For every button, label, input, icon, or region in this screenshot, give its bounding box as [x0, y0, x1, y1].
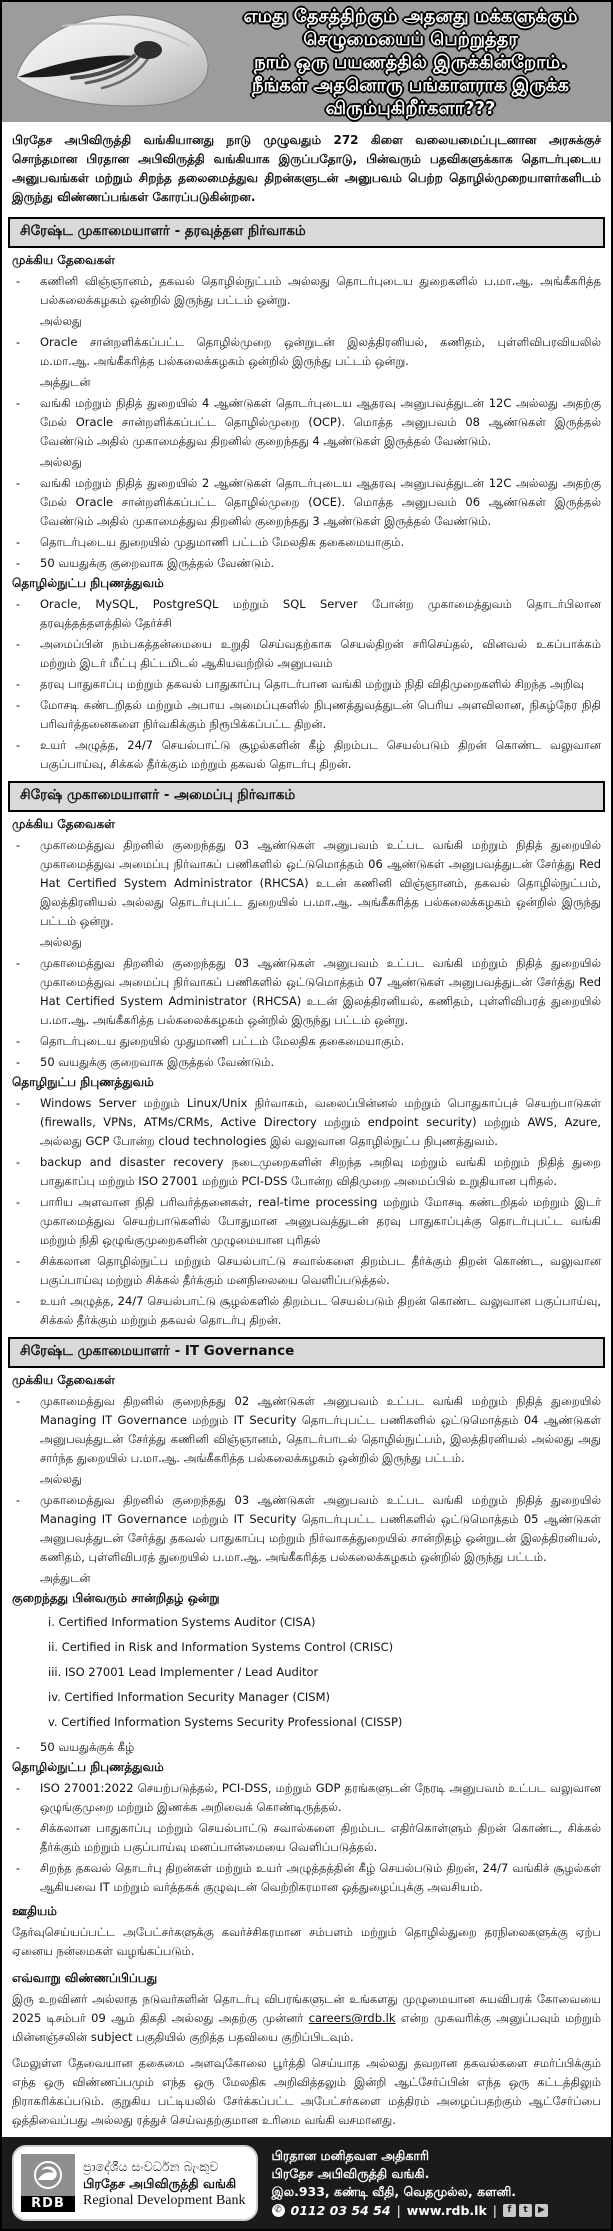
section-title: சிரேஷ்ட முகாமையாளர் - தரவுத்தள நிர்வாகம்	[8, 217, 605, 248]
bullet-item: - அமைப்பின் நம்பகத்தன்மையை உறுதி செய்வதற்காக செயல்திறன் சரிசெய்தல், வினவல் உகப்பாக்கம் மற்றும் இடர் மீட்பு திட்டமிடல் ஆகியவற்றில் அனுபவம்	[12, 635, 601, 673]
website-link[interactable]: www.rdb.lk	[406, 2202, 487, 2218]
headline-line: செழுமையைப் பெற்றுத்தர	[303, 28, 518, 50]
salary-heading: ஊதியம்	[12, 1904, 57, 1918]
bullet-item: - வங்கி மற்றும் நிதித் துறையில் 4 ஆண்டுகள் தொடர்புடைய ஆதரவு அனுபவத்துடன் 12C அல்லது அதற்கு மேல் Oracle சான்றளிக்கப்பட்ட தொழில்முறை (OCP). மொத்த அனுபவம் 08 ஆண்டுகள் இருத்தல் வேண்டும் அதில் முகாமைத்துவ திறனில் குறைந்தது 4 ஆண்டுகள் இருத்தல் வேண்டும்.	[12, 394, 601, 451]
connector-word: அல்லது	[40, 935, 82, 949]
section-title: சிரேஷ் முகாமையாளர் - அமைப்பு நிர்வாகம்	[8, 781, 605, 812]
bullet-item: - Oracle, MySQL, PostgreSQL மற்றும் SQL Server போன்ற முகாமைத்துவம் தொடர்பிலான தரவுத்தத்தளத்தில் தேர்ச்சி	[12, 595, 601, 633]
apply-disclaimer: மேலுள்ள தேவையான தகைமை அளவுகோலை பூர்த்தி செய்யாத அல்லது தவறான தகவல்களை சமர்ப்பிக்கும் எந்த ஒரு விண்ணப்பமும் எந்த ஒரு மேலதிக அறிவித்தலும் இன்றி ஆட்சேர்ப்பின் எந்த ஒரு கட்டத்திலும் நிராகரிக்கப்படும். குறுகிய பட்டியலில் சேர்க்கப்பட்ட அபேட்சர்களை மத்திரம் அழைப்பதற்கும் ஆட்சேர்ப்பை ஒத்திவைப்பது அல்லது ரத்துச் செய்வதற்குமான உரிமை வங்கி வசமானது.	[12, 2056, 601, 2127]
apply-block	[2, 1968, 611, 2137]
divider: |	[396, 2202, 401, 2218]
conch-shell-image	[2, 6, 220, 118]
bullet-item: - உயர் அழுத்த, 24/7 செயல்பாட்டு சூழல்களின் கீழ் திறம்பட செயல்படும் திறன் கொண்ட வலுவான பகுப்பாய்வு, சிக்கல் தீர்க்கும் மற்றும் தகவல் தொடர்பு திறன்.	[12, 736, 601, 774]
connector-word: அல்லது	[40, 1472, 82, 1486]
rdb-abbr: RDB	[21, 2196, 75, 2212]
salary-block	[2, 1901, 611, 1968]
subsection-heading: முக்கிய தேவைகள்	[12, 817, 115, 831]
contact-bank: பிரதேச அபிவிருத்தி வங்கி.	[271, 2165, 430, 2181]
bullet-item: - ISO 27001:2022 செயற்படுத்தல், PCI-DSS, மற்றும் GDP தரங்களுடன் நேரடி அனுபவம் உட்பட வலுவான ஒழுங்குமுறை மற்றும் இணக்க அறிவைக் கொண்டிருத்தல்.	[12, 1779, 601, 1817]
section-body	[2, 817, 611, 1334]
subsection-heading: தொழிநுட்ப நிபுணத்துவம்	[12, 1075, 154, 1089]
section-body	[2, 253, 611, 778]
bullet-item: - backup and disaster recovery நடைமுறைகளின் சிறந்த அறிவு மற்றும் வங்கி மற்றும் நிதித் துறை பாதுகாப்பு மற்றும் ISO 27001 மற்றும் PCI-DSS போன்ற விதிமுறை அமைப்பில் உறுதியான புரிதல்.	[12, 1153, 601, 1191]
salary-text: தேர்வுசெய்யப்பட்ட அபேட்சர்களுக்கு கவர்ச்சிகரமான சம்பளம் மற்றும் தொழில்துறை தரநிலைகளுக்கு ஏற்ப ஏனைய நன்மைகள் வழங்கப்படும்.	[12, 1925, 601, 1958]
certificate-item: iv. Certified Information Security Manager (CISM)	[48, 1690, 331, 1704]
section-body	[2, 1373, 611, 1901]
bullet-item: - முகாமைத்துவ திறனில் குறைந்தது 03 ஆண்டுகள் அனுபவம் உட்பட வங்கி மற்றும் நிதித் துறையில் Managing IT Governance மற்றும் IT Security தொடர்புபட்ட பணிகளில் ஒட்டுமொத்தம் 05 ஆண்டுகள் அனுபவத்துடன் சேர்த்து தகவல் பாதுகாப்பு மற்றும் நிர்வாகத்துறையில் சான்றிதழ் ஒன்றுடன் இலத்திரனியல், கணிதம், புள்ளிவிபரத் துறையில் ப.மா.ஆ. அங்கீகரித்த பல்கலைக்கழகம் ஒன்றில் இருந்து பட்டம்.	[12, 1491, 601, 1567]
bank-name-english: Regional Development Bank	[83, 2192, 246, 2208]
bullet-item: - 50 வயதுக்கு குறைவாக இருத்தல் வேண்டும்.	[12, 554, 601, 573]
bullet-item: - தரவு பாதுகாப்பு மற்றும் தகவல் பாதுகாப்பு தொடர்பான வங்கி மற்றும் நிதி விதிமுறைகளில் சிறந்த அறிவு	[12, 675, 601, 694]
certificate-item: iii. ISO 27001 Lead Implementer / Lead Auditor	[48, 1665, 319, 1679]
phone-icon: ✆	[272, 2204, 285, 2217]
social-icons	[503, 2204, 548, 2217]
apply-instructions	[12, 1990, 601, 2047]
job-section	[2, 1337, 611, 1901]
headline-line: விரும்புகிறீர்களா???	[325, 97, 496, 119]
swan-icon	[21, 2154, 75, 2196]
headline-line: நாம் ஒரு பயணத்தில் இருக்கின்றோம்.	[254, 51, 567, 73]
job-sections	[2, 214, 611, 1901]
contact-address: இல.933, கண்டி வீதி, வெதமுல்ல, களனி.	[271, 2183, 517, 2199]
bullet-item: - வங்கி மற்றும் நிதித் துறையில் 2 ஆண்டுகள் தொடர்புடைய ஆதரவு அனுபவத்துடன் 12C அல்லது அதற்கு மேல் Oracle சான்றளிக்கப்பட்ட தொழில்முறை (OCE). மொத்த அனுபவம் 06 ஆண்டுகள் இருத்தல் வேண்டும் அதில் முகாமைத்துவ திறனில் குறைந்தது 3 ஆண்டுகள் இருத்தல் வேண்டும்.	[12, 474, 601, 531]
bullet-item: - தொடர்புடைய துறையில் முதுமாணி பட்டம் மேலதிக தகைமையாகும்.	[12, 533, 601, 552]
bullet-item: - கணினி விஞ்ஞானம், தகவல் தொழில்நுட்பம் அல்லது தொடர்புடைய துறைகளில் ப.மா.ஆ. அங்கீகரித்த பல்கலைக்கழகம் ஒன்றில் இருந்து பட்டம் ஒன்று.	[12, 272, 601, 310]
bullet-item: - 50 வயதுக்குக் கீழ்	[12, 1738, 601, 1757]
bullet-item: - பாரிய அளவான நிதி பரிவர்த்தனைகள், real-time processing மற்றும் மோசடி கண்டறிதல் மற்றும் இடர் முகாமைத்துவ செயற்பாடுகளில் போதுமான அனுபவத்துடன் தரவு பாதுகாப்புக்கு தொடர்புபட்ட வங்கி மற்றும் நிதி ஒழுங்குமுறைகளின் முழுமையான புரிதல்	[12, 1193, 601, 1250]
contact-block	[272, 2147, 548, 2220]
intro-paragraph: பிரதேச அபிவிருத்தி வங்கியானது நாடு முழுவதும் 272 கிளை வலையமைப்புடனான அரசுக்குச் சொந்தமான பிரதான அபிவிருத்தி வங்கியாக இருப்பதோடு, பின்வரும் பதவிகளுக்காக தொடர்புடைய அனுபவங்கள் மற்றும் சிறந்த தலைமைத்துவ திறன்களுடன் அனுபவம் பெற்ற தொழில்முறையாளர்களிடம் இருந்து விண்ணப்பங்கள் கோரப்படுகின்றன.	[12, 133, 601, 204]
phone-number: 0112 03 54 54	[290, 2202, 391, 2218]
rdb-logo	[12, 2145, 258, 2221]
facebook-icon[interactable]: f	[503, 2204, 516, 2217]
subsection-heading: குறைந்தது பின்வரும் சான்றிதழ் ஒன்று	[12, 1591, 220, 1605]
connector-word: அல்லது	[40, 314, 82, 328]
subsection-heading: முக்கிய தேவைகள்	[12, 253, 115, 267]
connector-word: அத்துடன்	[40, 375, 91, 389]
bullet-item: - சிக்கலான தொழில்நுட்ப மற்றும் செயல்பாட்டு சவால்களை திறம்பட தீர்க்கும் திறன் கொண்ட, வலுவான பகுப்பாய்வு மற்றும் சிக்கல் தீர்க்கும் மனநிலையை வெளிப்படுத்தல்.	[12, 1252, 601, 1290]
banner-headline	[220, 5, 611, 120]
bullet-item: - மோசடி கண்டறிதல் மற்றும் அபாய அமைப்புகளில் நிபுணத்துவத்துடன் பெரிய அளவிலான, நிகழ்நேர நிதி பரிவர்த்தனைகளை நிர்வகிக்கும் நிரூபிக்கப்பட்ட திறன்.	[12, 696, 601, 734]
connector-word: அல்லது	[40, 455, 82, 469]
bullet-item: - முகாமைத்துவ திறனில் குறைந்தது 02 ஆண்டுகள் அனுபவம் உட்பட வங்கி மற்றும் நிதித் துறையில் Managing IT Governance மற்றும் IT Security தொடர்புபட்ட பணிகளில் ஒட்டுமொத்தம் 04 ஆண்டுகள் அனுபவத்துடன் சேர்த்து கணினி விஞ்ஞானம், தொடர்பாடல் தொழில்நுட்பம், இலத்திரனியல் அல்லது அது சார்ந்த துறையில் ப.மா.ஆ. அங்கீகரித்த பல்கலைக்கழகம் ஒன்றில் இருந்து பட்டம்.	[12, 1392, 601, 1468]
divider: |	[492, 2202, 497, 2218]
bullet-item: - 50 வயதுக்கு குறைவாக இருத்தல் வேண்டும்.	[12, 1053, 601, 1072]
email-link[interactable]: careers@rdb.lk	[308, 2011, 396, 2025]
apply-text-after: என்ற முகவரிக்கு அனுப்பவும் மற்றும் மின்னஞ்சலின் subject பகுதியில் குறித்த பதவியை குறிப்பிடவும்.	[12, 2011, 601, 2044]
bullet-item: - Oracle சான்றளிக்கப்பட்ட தொழில்முறை ஒன்றுடன் இலத்திரனியல், கணிதம், புள்ளிவிபரவியலில் ம.மா.ஆ. அங்கீகரித்த பல்கலைக்கழகம் ஒன்றில் இருந்து பட்டம் ஒன்று.	[12, 333, 601, 371]
subsection-heading: தொழில்நுட்ப நிபுணத்துவம்	[12, 1760, 164, 1774]
job-section	[2, 781, 611, 1334]
bullet-item: - தொடர்புடைய துறையில் முதுமாணி பட்டம் மேலதிக தகைமையாகும்.	[12, 1032, 601, 1051]
bullet-item: - Windows Server மற்றும் Linux/Unix நிர்வாகம், வலைப்பின்னல் மற்றும் பொதுகாப்புச் செயற்பாடுகள் (firewalls, VPNs, ATMs/CRMs, Active Directory மற்றும் endpoint security) மற்றும் AWS, Azure, அல்லது GCP போன்ற cloud technologies இல் வலுவான தொழில்நுட்ப நிபுணத்துவம்.	[12, 1094, 601, 1151]
bullet-item: - சிறந்த தகவல் தொடர்பு திறன்கள் மற்றும் உயர் அழுத்தத்தின் கீழ் செயல்படும் திறன், 24/7 வங்கிச் சூழல்கள் ஆகியவை IT மற்றும் வர்த்தகக் குழுவுடன் வெற்றிகரமான ஒத்துழைப்புக்கு அவசியம்.	[12, 1859, 601, 1897]
bullet-item: - உயர் அழுத்த, 24/7 செயல்பாட்டு சூழல்களில் திறம்பட செயல்படும் திறன் கொண்ட வலுவான பகுப்பாய்வு, சிக்கல் தீர்க்கும் மற்றும் தகவல் தொடர்பு திறன்.	[12, 1292, 601, 1330]
twitter-icon[interactable]: t	[519, 2204, 532, 2217]
footer	[2, 2137, 611, 2229]
bank-name-tamil: பிரதேச அபிவிருத்தி வங்கி	[83, 2175, 237, 2191]
banner	[2, 2, 611, 122]
job-section	[2, 217, 611, 778]
certificate-item: i. Certified Information Systems Auditor (CISA)	[48, 1615, 316, 1629]
bullet-item: - முகாமைத்துவ திறனில் குறைந்தது 03 ஆண்டுகள் அனுபவம் உட்பட வங்கி மற்றும் நிதித் துறையில் முகாமைத்துவ அமைப்பு நிர்வாகப் பணிகளில் ஒட்டுமொத்தம் 06 ஆண்டுகள் அனுபவத்துடன் சேர்த்து Red Hat Certified System Administrator (RHCSA) உடன் கணினி விஞ்ஞானம், தகவல் தொழில்நுட்பம், இலத்திரனியல் அல்லது தொடர்புபட்ட துறையில் ப.மா.ஆ. அங்கீகரித்த பல்கலைக்கழகம் ஒன்றில் இருந்து பட்டம் ஒன்று.	[12, 836, 601, 931]
section-title: சிரேஷ்ட முகாமையாளர் - IT Governance	[8, 1337, 605, 1368]
certificate-item: v. Certified Information Systems Security Professional (CISSP)	[48, 1715, 403, 1729]
apply-heading: எவ்வாறு விண்ணப்பிப்பது	[12, 1971, 158, 1985]
youtube-icon[interactable]: ▶	[535, 2204, 548, 2217]
connector-word: அத்துடன்	[40, 1571, 91, 1585]
bullet-item: - முகாமைத்துவ திறனில் குறைந்தது 03 ஆண்டுகள் அனுபவம் உட்பட வங்கி மற்றும் நிதித் துறையில் முகாமைத்துவ அமைப்பு நிர்வாகப் பணிகளில் ஒட்டுமொத்தம் 07 ஆண்டுகள் அனுபவத்துடன் சேர்த்து Red Hat Certified System Administrator (RHCSA) உடன் இலத்திரனியல், கணிதம், புள்ளிவிபரத் துறையில் ப.மா.ஆ. அங்கீகரித்த பல்கலைக்கழகம் ஒன்றில் இருந்து பட்டம் ஒன்று.	[12, 954, 601, 1030]
headline-line: நீங்கள் அதனொரு பங்காளராக இருக்க	[252, 74, 569, 96]
subsection-heading: தொழில்நுட்ப நிபுணத்துவம்	[12, 576, 164, 590]
headline-line: எமது தேசத்திற்கும் அதனது மக்களுக்கும்	[243, 5, 578, 27]
contact-row	[272, 2202, 548, 2220]
contact-title: பிரதான மனிதவள அதிகாரி	[271, 2147, 429, 2163]
bullet-item: - சிக்கலான பாதுகாப்பு மற்றும் செயல்பாட்டு சவால்களை திறம்பட எதிர்கொள்ளும் திறன் கொண்ட, சிக்கல் தீர்க்கும் மற்றும் பகுப்பாய்வு மனப்பான்மையை வெளிப்படுத்தல்.	[12, 1819, 601, 1857]
certificate-item: ii. Certified in Risk and Information Systems Control (CRISC)	[48, 1640, 394, 1654]
subsection-heading: முக்கிய தேவைகள்	[12, 1373, 115, 1387]
rdb-logo-mark	[21, 2154, 75, 2212]
bank-name-sinhala: ප්‍රාදේශීය සංවර්ධන බැංකුව	[83, 2158, 219, 2174]
rdb-logo-text	[83, 2158, 246, 2209]
apply-text-before: இரு உறவினர் அல்லாத நடுவர்களின் தொடர்பு விபரங்களுடன் உங்களது முழுமையான சுயவிபரக் கோவையை 2025 டிசம்பர் 09 ஆம் திகதி அல்லது அதற்கு முன்னர்	[12, 1992, 601, 2025]
